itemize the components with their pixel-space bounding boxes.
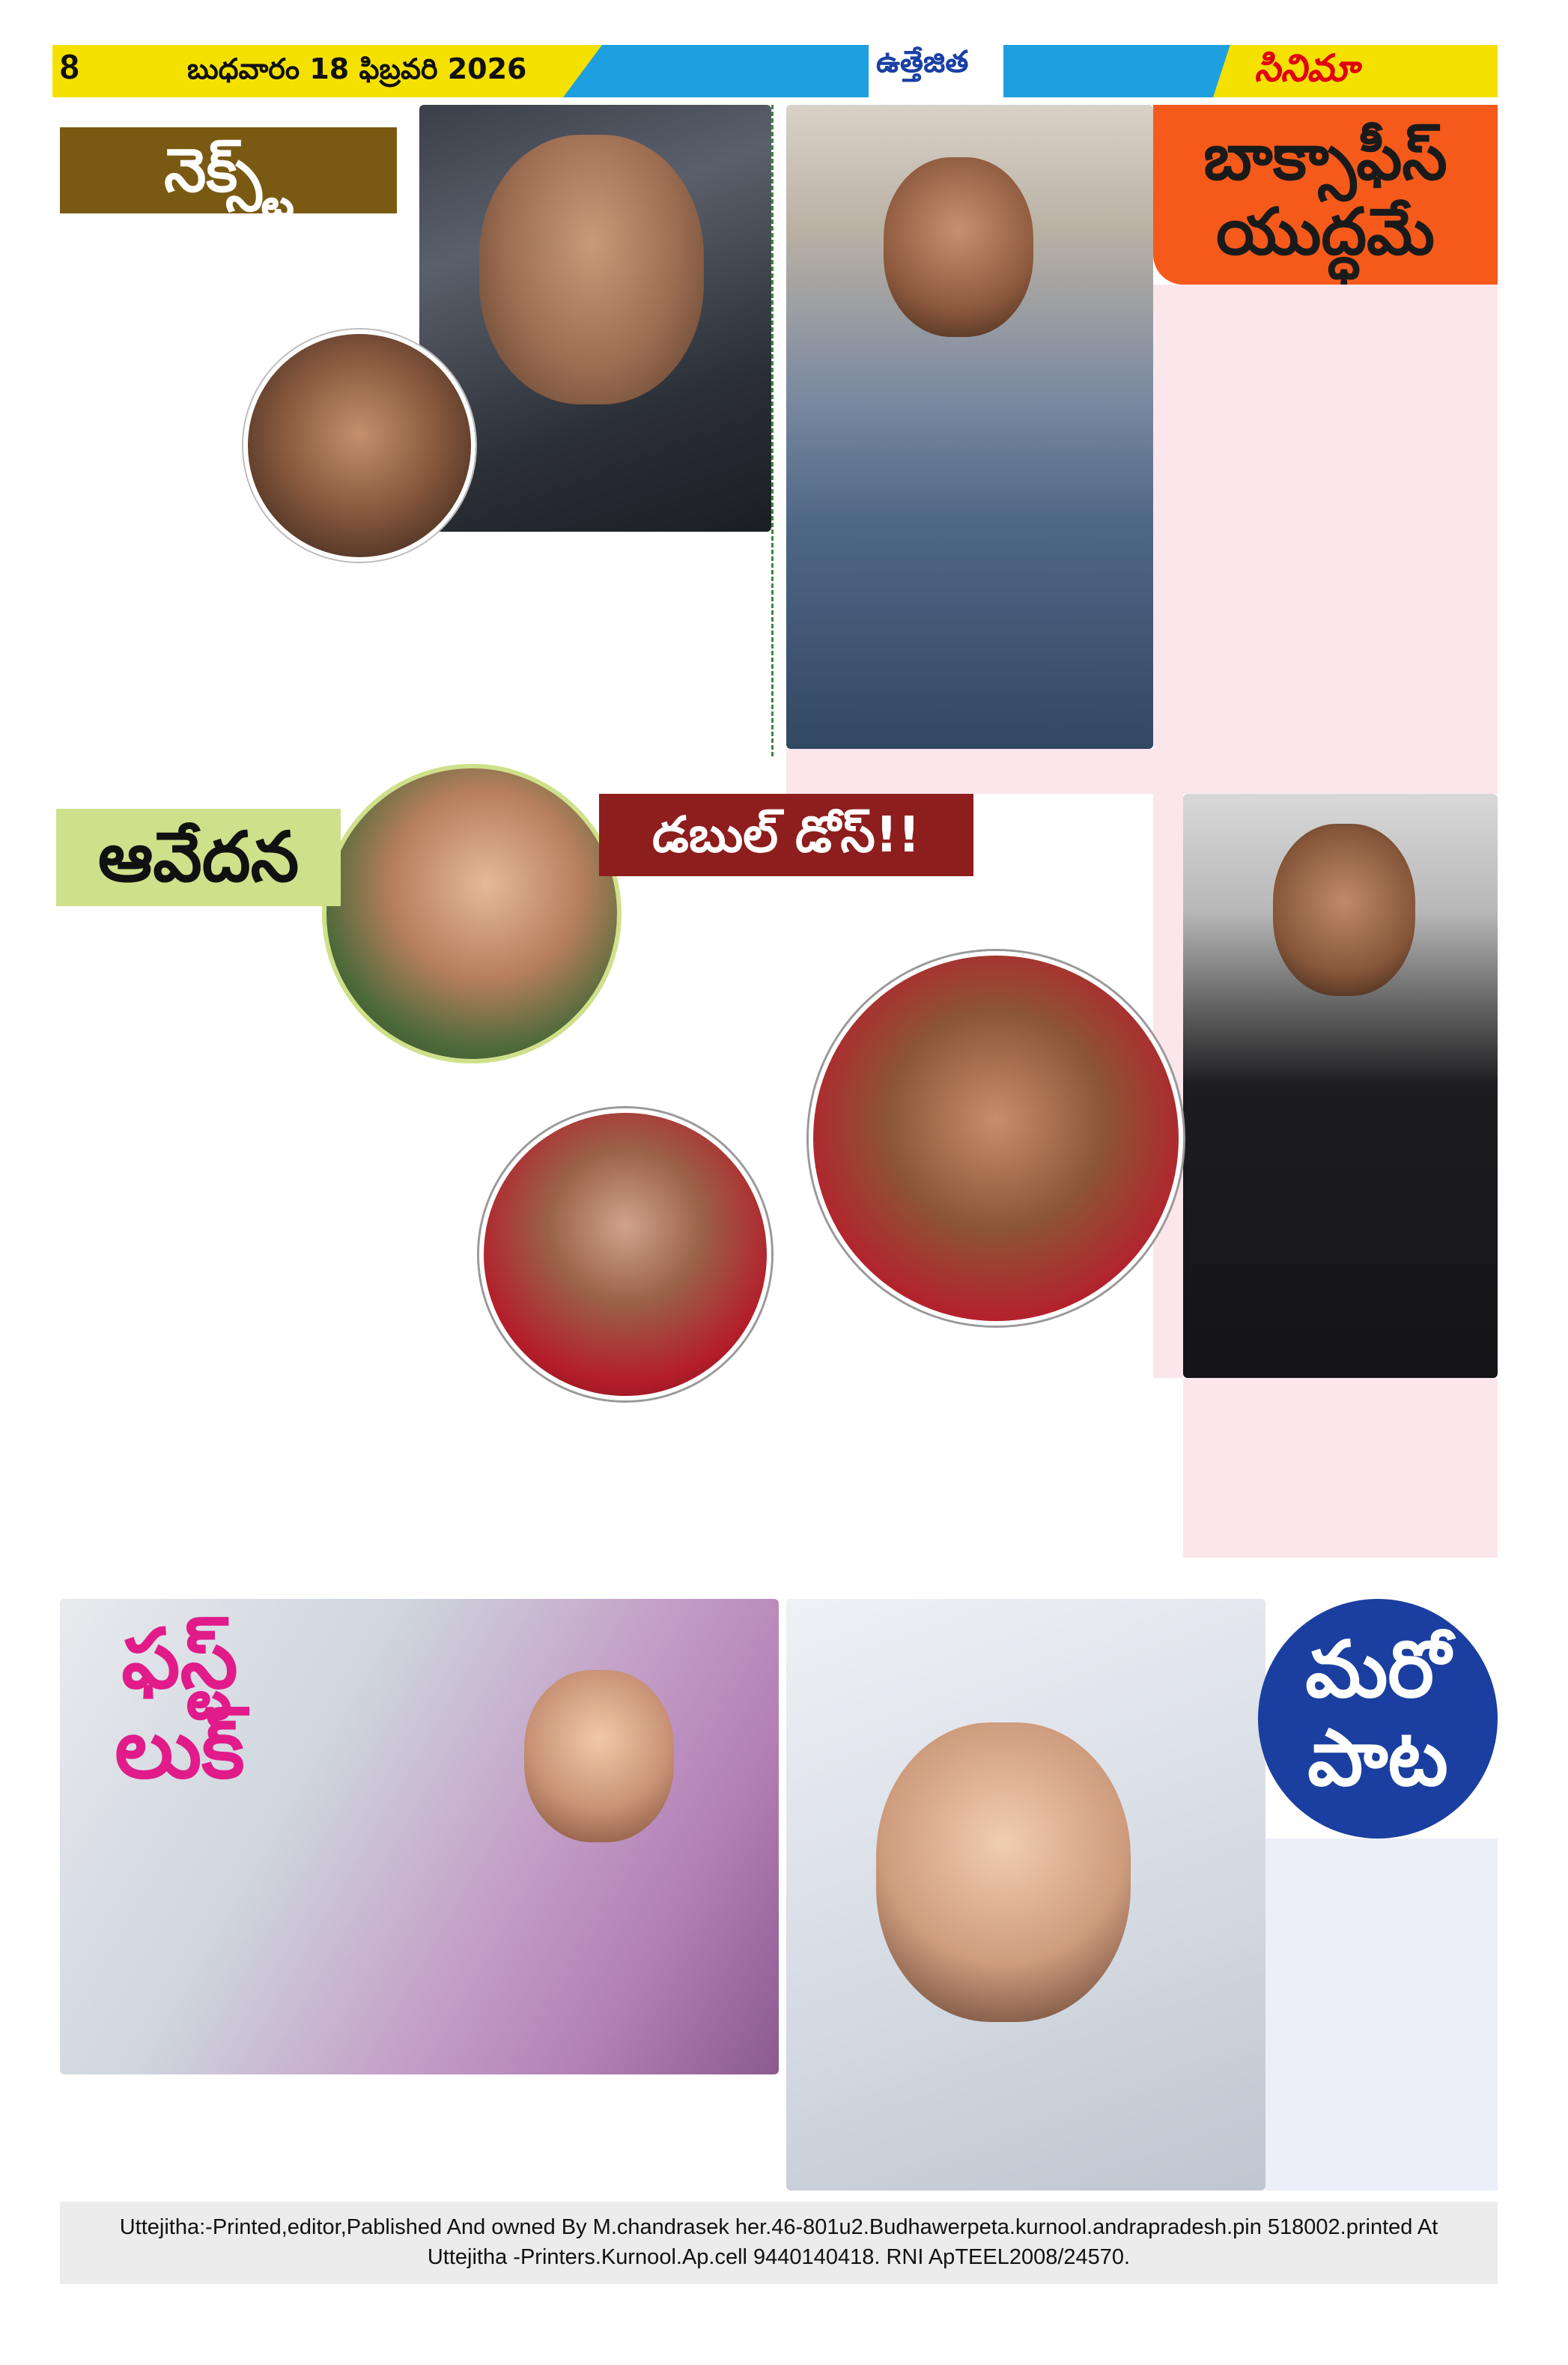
headline-box-office-line1: బాక్సాఫీస్ <box>1203 120 1447 195</box>
boyapati-srinu-photo <box>243 330 475 562</box>
next-movie-column-3 <box>419 539 771 756</box>
next-movie-column-top <box>60 232 292 337</box>
box-office-column-1 <box>1153 285 1498 749</box>
headline-box-office <box>1164 120 1486 270</box>
headline-first-look-line1: ఫస్ట్ <box>121 1611 238 1707</box>
anil-ravipudi-photo <box>809 951 1183 1326</box>
headline-next-movie: నెక్స్ట్ మూవీ.. <box>60 127 397 213</box>
aishwarya-rajesh-photo <box>322 764 622 1063</box>
next-movie-column-left <box>60 337 240 562</box>
headline-aavedana: ఆవేదన <box>56 809 341 906</box>
double-dose-column-2 <box>764 1333 1183 1588</box>
headline-first-look <box>90 1611 270 1797</box>
aavedana-column-1 <box>60 914 344 1588</box>
next-movie-column-2 <box>60 562 419 771</box>
venkatesh-photo <box>479 1108 771 1400</box>
aavedana-column-2 <box>344 1063 479 1588</box>
issue-date: బుధవారం 18 ఫిబ్రవరి 2026 <box>187 52 527 85</box>
masthead-logo: ఉత్తేజిత <box>876 45 969 79</box>
page-number: 8 <box>60 47 79 86</box>
ranveer-face-shape <box>479 135 704 404</box>
double-dose-column-1 <box>636 891 831 1108</box>
imprint-line-1: Uttejitha:-Printed,editor,Pablished And owned By M.chandrasek her.46-801u2.Budhawerpeta.kurnool.andrapradesh.pin 518002.printed At <box>119 2215 1438 2239</box>
headline-box-office-line2: యుద్ధమే <box>1215 195 1435 270</box>
nayani-face-shape <box>524 1670 674 1842</box>
maro-paata-column <box>1265 1839 1498 2191</box>
headline-first-look-line2: లుక్ <box>115 1701 245 1797</box>
column-divider <box>771 105 774 756</box>
balakrishna-face-shape <box>1273 824 1415 996</box>
headline-maro-paata <box>1258 1625 1498 1802</box>
box-office-column-3 <box>1183 1378 1498 1558</box>
headline-maro-paata-line1: మరో <box>1305 1624 1450 1715</box>
imprint-line-2: Uttejitha -Printers.Kurnool.Ap.cell 9440140418. RNI ApTEEL2008/24570. <box>427 2245 1131 2269</box>
section-title: సినిమా <box>1254 46 1359 90</box>
first-look-column <box>60 2082 779 2194</box>
chiranjeevi-face-shape <box>884 157 1033 337</box>
headline-maro-paata-line2: పాట <box>1307 1712 1448 1803</box>
imprint-footer <box>60 2202 1498 2284</box>
headline-double-dose: డబుల్ డోస్!! <box>599 794 973 876</box>
box-office-column-2 <box>786 749 1498 794</box>
aishwarya-arjun-face-shape <box>876 1722 1131 2022</box>
